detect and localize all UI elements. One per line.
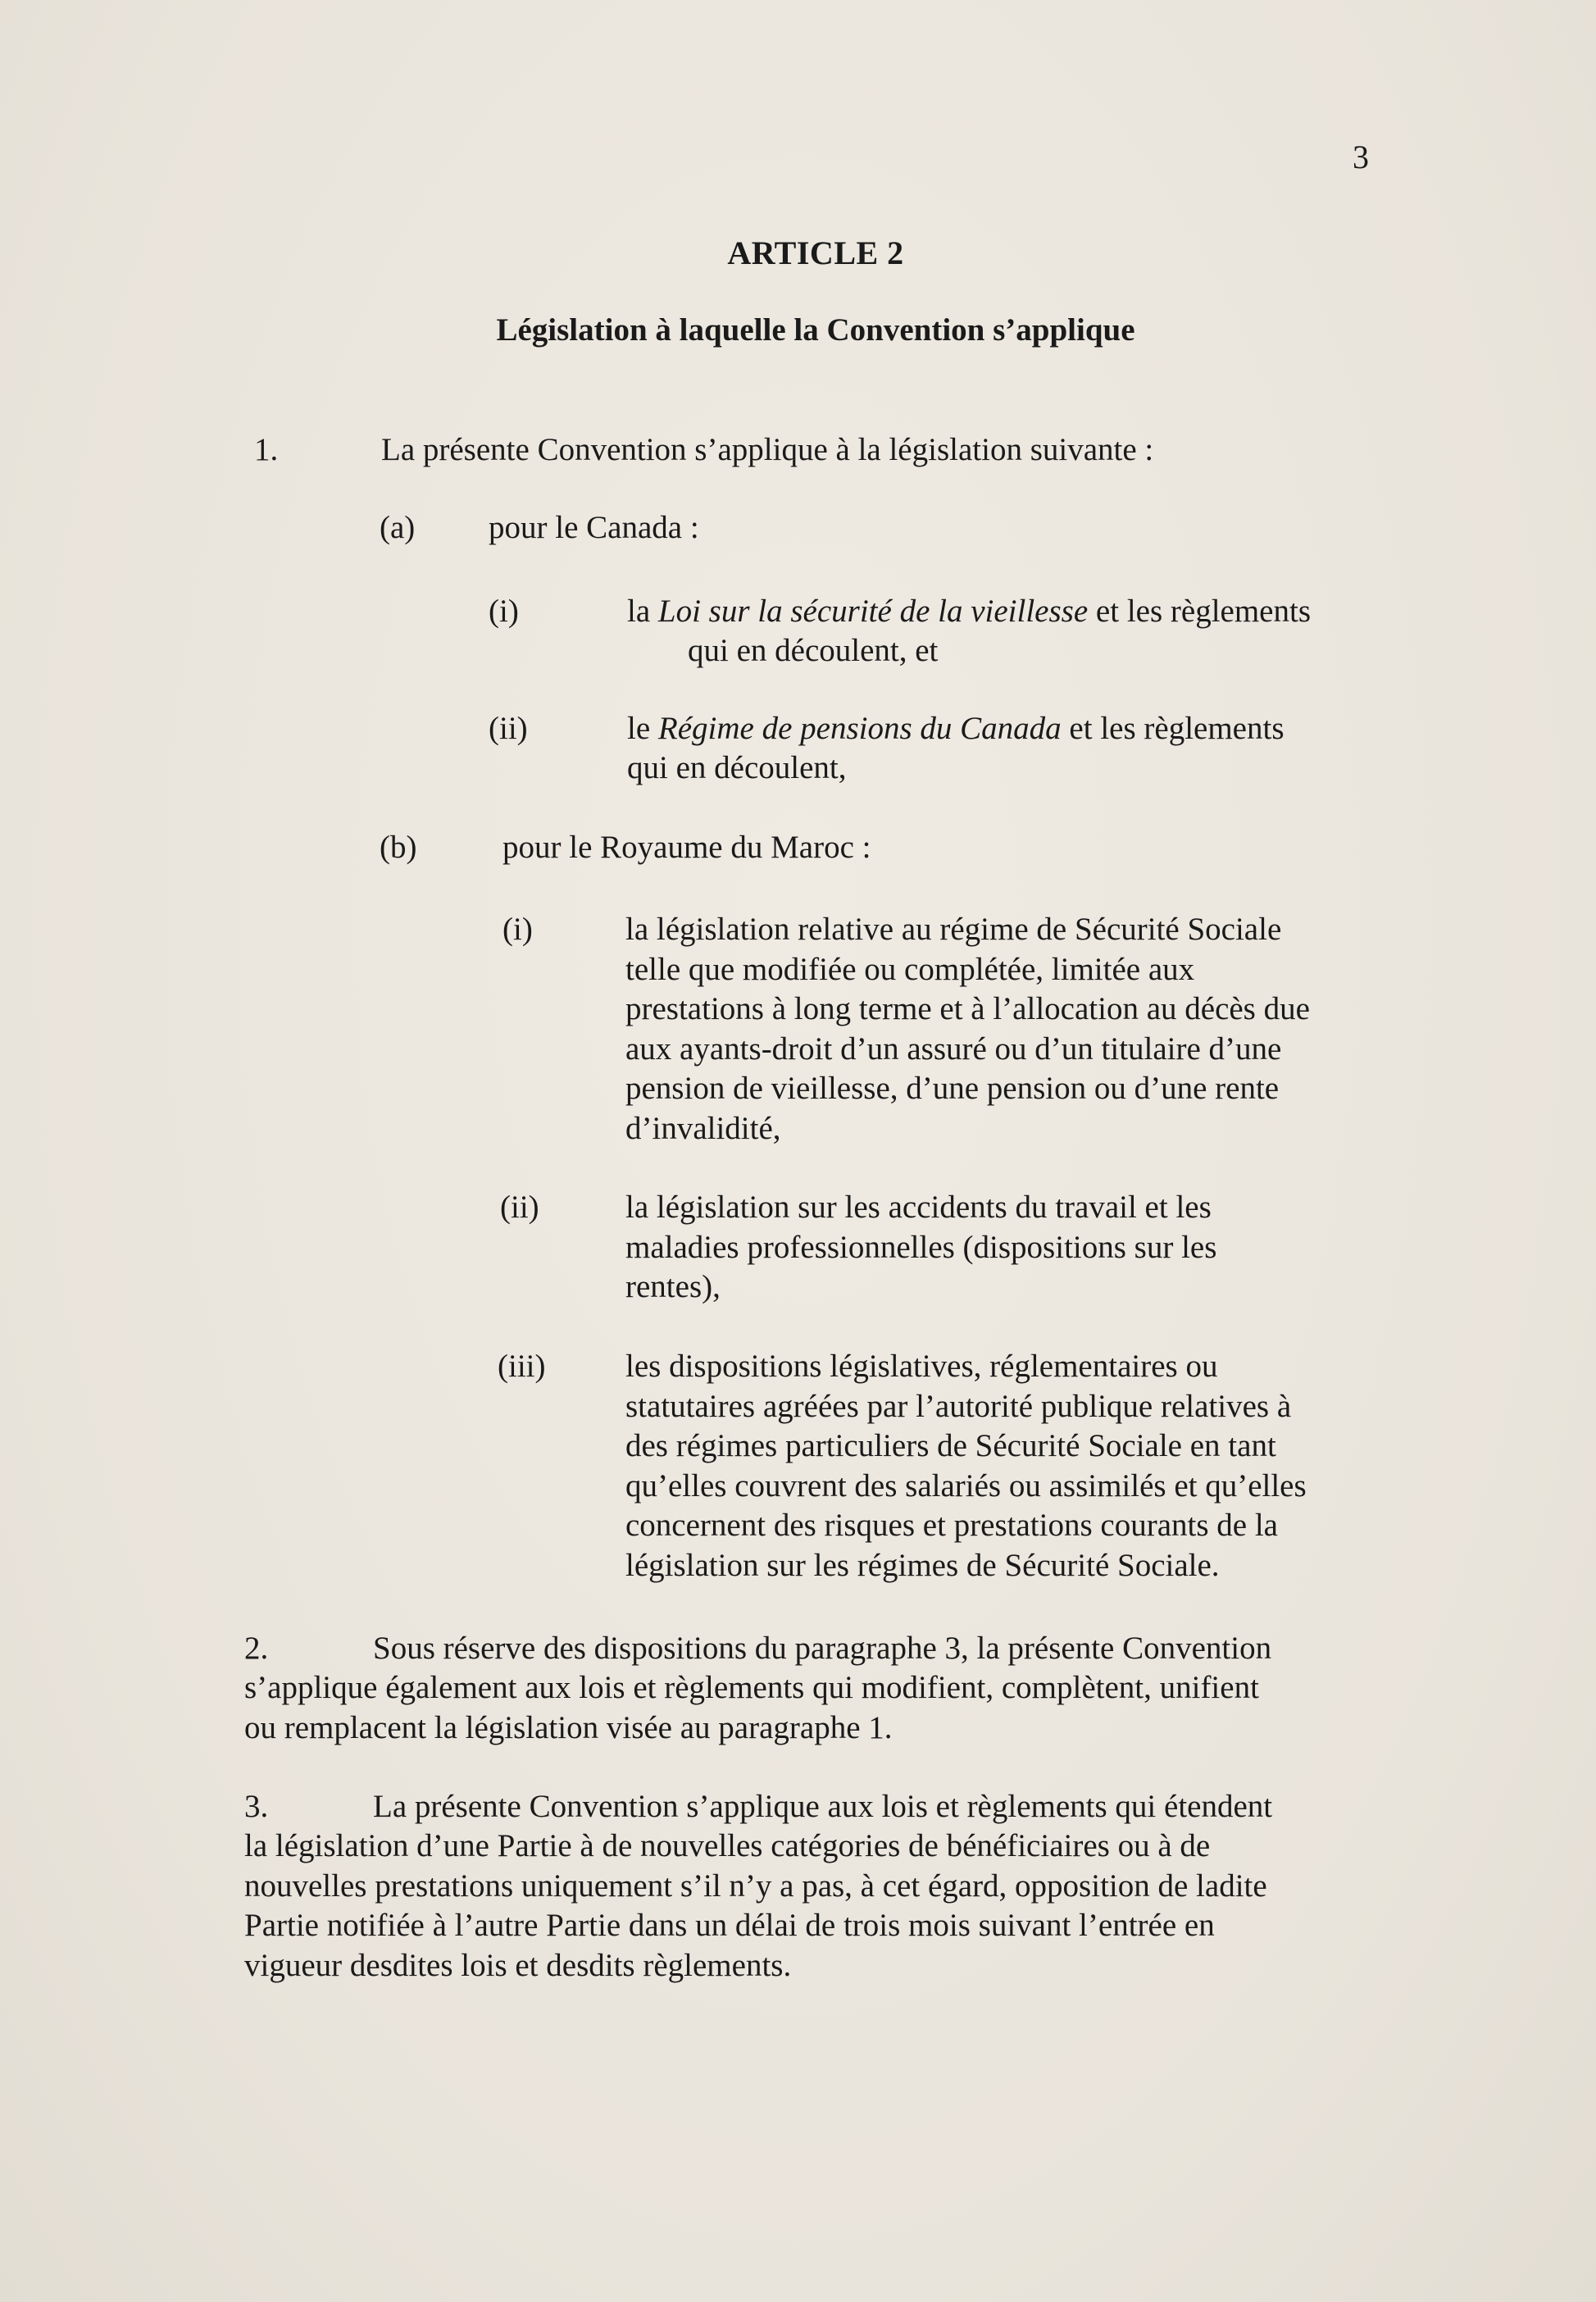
para1-b-iii-text: les dispositions législatives, réglementaires ou statutaires agréées par l’autorité publique relatives à des régimes particuliers de Sécurité Sociale en tant qu’elles couvrent des salariés ou assimilés et qu’elles concernent des risques et prestations courants de la législation sur les régimes de Sécurité Sociale. [625, 1349, 1307, 1583]
para1-number: 1. [254, 432, 279, 467]
para1-b-i-text: la législation relative au régime de Sécurité Sociale telle que modifiée ou complétée, limitée aux prestations à long terme et à l’allocation au décès due aux ayants-droit d’un assuré ou d’un titulaire d’une pension de vieillesse, d’une pension ou d’une rente d’invalidité, [625, 912, 1310, 1146]
italic-plan-title: Régime de pensions du Canada [657, 711, 1062, 746]
article-subtitle: Législation à laquelle la Convention s’applique [496, 312, 1135, 348]
para1-b-ii-label: (ii) [500, 1190, 539, 1225]
para1-a-i-line2: qui en découlent, et [688, 633, 939, 668]
para1-a-text: pour le Canada : [489, 510, 699, 545]
para1-b-iii-label: (iii) [498, 1349, 546, 1384]
para1-b-text: pour le Royaume du Maroc : [502, 830, 871, 865]
para2-first-line: Sous réserve des dispositions du paragraphe 3, la présente Convention [373, 1631, 1272, 1666]
para1-b-i-label: (i) [502, 912, 533, 947]
para3-number: 3. [244, 1789, 269, 1824]
page-number: 3 [1353, 139, 1369, 175]
para2-text: s’applique également aux lois et règlements qui modifient, complètent, unifient ou remplacent la législation visée au paragraphe 1. [244, 1670, 1259, 1745]
para1-a-ii-line1: le Régime de pensions du Canada et les règlements [627, 711, 1285, 746]
para1-b-ii-text: la législation sur les accidents du travail et les maladies professionnelles (dispositions sur les rentes), [625, 1190, 1217, 1304]
para1-a-ii-line2: qui en découlent, [627, 750, 847, 785]
para1-a-i-label: (i) [489, 594, 519, 629]
para1-a-ii-label: (ii) [489, 711, 528, 746]
para1-a-label: (a) [380, 510, 416, 545]
para1-a-i-line1: la Loi sur la sécurité de la vieillesse et les règlements [627, 594, 1311, 629]
para1-text: La présente Convention s’applique à la législation suivante : [381, 432, 1154, 467]
italic-law-title: Loi sur la sécurité de la vieillesse [657, 594, 1089, 629]
para2-number: 2. [244, 1631, 269, 1666]
para1-b-label: (b) [380, 830, 417, 865]
para3-first-line: La présente Convention s’applique aux lois et règlements qui étendent [373, 1789, 1273, 1824]
article-title: ARTICLE 2 [727, 234, 904, 271]
para3-text: la législation d’une Partie à de nouvelles catégories de bénéficiaires ou à de nouvelles prestations uniquement s’il n’y a pas, à cet égard, opposition de ladite Partie notifiée à l’autre Partie dans un délai de trois mois suivant l’entrée en vigueur desdites lois et desdits règlements. [244, 1828, 1267, 1983]
